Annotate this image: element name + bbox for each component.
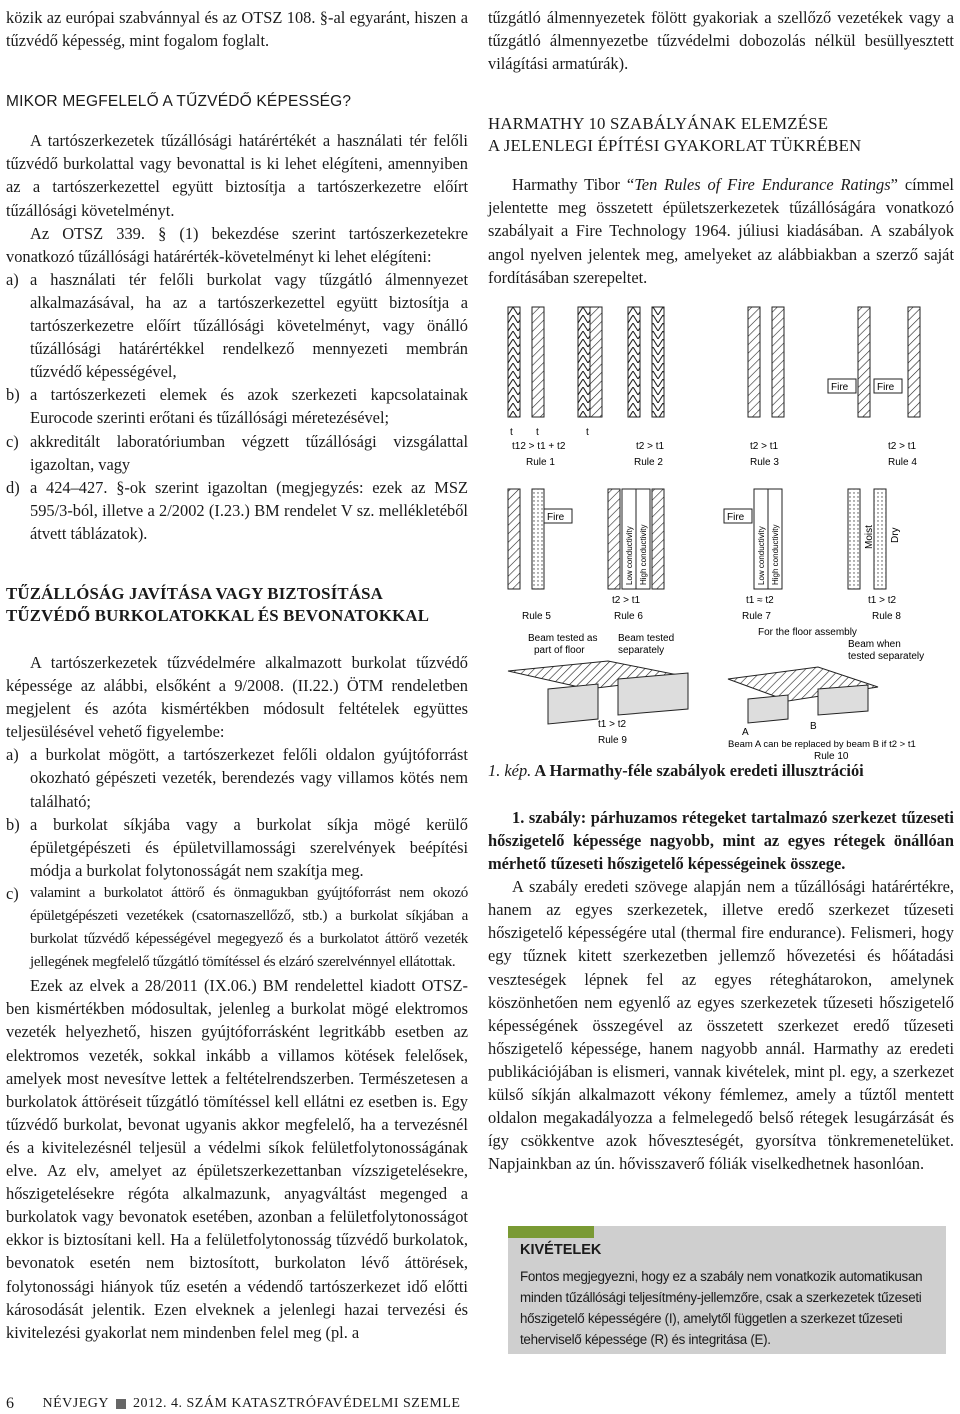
left-paragraph-3: A tartószerkezetek tűzvédelmére alkalmazott burkolat tűzvédő képessége az alábbi, elsőként a 9/2008. (II.22.) ÖTM rendeletben megjelent és azóta kismértékben módosult feltételek együttes teljesülésével vehető figyelembe:	[6, 652, 468, 742]
rule3-diagram	[748, 307, 784, 468]
svg-text:t: t	[536, 426, 539, 438]
list-item: c) valamint a burkolatot áttörő és önmagukban gyújtóforrást nem okozó épületgépészeti vezetékek (csatornaszellőző, stb.) a burkolat síkjában a burkolat tűzvédő képességével megegyező és a burkolatot áttörő vezeték jellegének megfelelő tűzgátló tömítéssel és elzáró szerelvénnyel ellátottak.	[6, 883, 468, 971]
heading-tuzallosag: TŰZÁLLÓSÁG JAVÍTÁSA VAGY BIZTOSÍTÁSA TŰZVÉDŐ BURKOLATOKKAL ÉS BEVONATOKKAL	[6, 583, 430, 625]
svg-text:B: B	[810, 720, 817, 732]
svg-text:Beam tested: Beam tested	[618, 632, 675, 644]
svg-text:part of floor: part of floor	[534, 644, 585, 656]
svg-text:High conductivity: High conductivity	[639, 524, 648, 585]
right-column	[488, 6, 954, 1175]
left-paragraph-4: Ezek az elvek a 28/2011 (IX.06.) BM rendelettel kiadott OTSZ-ben kismértékben módosultak, jelenleg a burkolat mögé elektromos vezeték helyezhető, hiszen gyújtóforrásként legritkább esetben az elektromos vezeték, sokkal inkább a villamos kötések felelősek, amelyek most nevesítve lettek a feltételrendszerben. Természetesen a burkolatok áttöréseit tűzgátló tömítéssel kell ellátni ez esetben is. Egy tűzvédő burkolat, bevonat ugyanis akkor megfelelő, ha a tervezésnél és a kivitelezésnél teljesül a védelmi síkok felületfolytonosságának elve. Az elv, amelyet az épületszerkezettanban vízszigetelésekre, hőszigetelésekre régóta alkalmazunk, anyagváltást megenged a burkolatok vagy bevonatok esetében, azonban a felületfolytonosságot ekkor is biztosítani kell. Ha a felületfolytonosság tűzvédő burkolatok, bevonatok esetén nem biztosított, burkolaton lévő áttörések, folytonossági hiányok tűz esetén a védendő tartószerkezet idő előtti károsodását jelentik. Ezen elveknek a jelenlegi hazai tervezési és kivitelezési gyakorlat nem mindenben felel meg (pl. a	[6, 976, 468, 1342]
list-item: c) akkreditált laboratóriumban végzett tűzállósági vizsgálattal igazoltan, vagy	[6, 431, 468, 474]
svg-text:For the floor assembly: For the floor assembly	[758, 626, 857, 638]
svg-text:tested separately: tested separately	[848, 650, 925, 662]
rule8-diagram	[848, 489, 901, 622]
svg-text:Rule 6: Rule 6	[614, 610, 643, 622]
svg-text:t1 ≈ t2: t1 ≈ t2	[746, 594, 774, 606]
svg-text:Fire: Fire	[877, 381, 895, 393]
rule1-diagram	[508, 307, 602, 468]
svg-text:t2 > t1: t2 > t1	[636, 440, 665, 452]
separator-square	[116, 1399, 126, 1409]
right-paragraph-2: A szabály eredeti szövege alapján nem a tűzállósági határértékre, hanem az egyes szerkezetek, illetve eredő szerkezet tűzeseti hőszigetelő képességére utal (thermal fire endurance). Felismeri, hogy egy tűznek kitett szerkezetben jellemző hővezetési és hőátadási veszteségek lépnek fel az egyes réteghátarokon, amelynek köszönhetően nem egyenlő az egyes szerkezetek tűzeseti hőszigetelő képességének összegével az összetett szerkezet eredő tűzeseti hőszigetelő képessége, hanem nagyobb annál. Harmathy az eredeti publikációjában is elismeri, vannak kivételek, mint pl. egy, a szerkezet külső síkján alkalmazott vékony fémlemez, amely a tűztől mentett oldalon megakadályozza a felmelegedő belső rétegek lesugárzását és így csökkentve azok hőveszteségét, gyorsítva tönkremenetelüket. Napjainkban az ún. hővisszaverő fóliák viselkedhetnek hasonlóan.	[488, 877, 954, 1174]
svg-text:Rule 4: Rule 4	[888, 456, 917, 468]
svg-text:Fire: Fire	[831, 381, 849, 393]
left-paragraph-2: Az OTSZ 339. § (1) bekezdése szerint tartószerkezetekre vonatkozó tűzállósági határérték-követelményt ki lehet elégíteni:	[6, 223, 468, 266]
svg-text:Rule 2: Rule 2	[634, 456, 663, 468]
svg-text:t2 > t1: t2 > t1	[612, 594, 641, 606]
svg-text:Moist: Moist	[864, 524, 875, 549]
svg-text:t12 > t1 + t2: t12 > t1 + t2	[512, 440, 566, 452]
list-item: b) a burkolat síkjába vagy a burkolat síkja mögé kerülő épületgépészeti és épületvillamossági szerelvények beépítési módja a burkolat folytonosságát nem szakítja meg.	[6, 814, 468, 880]
svg-text:Low conductivity: Low conductivity	[757, 526, 766, 585]
conditions-list	[6, 743, 468, 974]
list-item: a) a használati tér felőli burkolat vagy tűzgátló álmennyezet alkalmazásával, ha az a tartószerkezettel együtt biztosítja a tartószerkezetre előírt tűzállósági követelményt, vagy önálló tűzállósági határértékkel rendelkező mennyezeti membrán tűzvédő képességével,	[6, 269, 468, 382]
svg-text:Rule 7: Rule 7	[742, 610, 771, 622]
page-number: 6	[6, 1395, 15, 1412]
heading-harmathy: HARMATHY 10 SZABÁLYÁNAK ELEMZÉSE A JELENLEGI ÉPÍTÉSI GYAKORLAT TÜKRÉBEN	[488, 114, 862, 156]
svg-text:Rule 3: Rule 3	[750, 456, 779, 468]
svg-text:t2 > t1: t2 > t1	[888, 440, 917, 452]
right-paragraph-1: Harmathy Tibor “Ten Rules of Fire Endurance Ratings” címmel jelentette meg összetett épületszerkezetek tűzállóságára vonatkozó szabályait a Fire Technology 1964. júliusi kiadásában. A szabályok angol nyelven jelentek meg, amelyeket az alábbiakban a szerző saját fordításában szerepeltet.	[488, 175, 954, 287]
svg-text:Low conductivity: Low conductivity	[625, 526, 634, 585]
svg-text:Beam A can be replaced by beam: Beam A can be replaced by beam B if t2 > t1	[728, 738, 916, 750]
svg-text:t1 > t2: t1 > t2	[868, 594, 897, 606]
svg-text:Dry: Dry	[890, 527, 901, 543]
svg-text:Fire: Fire	[727, 511, 745, 523]
rules-illustration	[488, 299, 954, 762]
rule7-diagram	[724, 489, 782, 622]
rule5-diagram	[508, 489, 572, 622]
rule4-diagram	[828, 307, 920, 468]
svg-text:Beam when: Beam when	[848, 638, 901, 650]
svg-text:Rule 9: Rule 9	[598, 734, 627, 746]
left-column	[6, 6, 468, 1344]
requirements-list	[6, 268, 468, 545]
svg-text:Fire: Fire	[547, 511, 565, 523]
svg-text:t: t	[510, 426, 513, 438]
svg-text:t2 > t1: t2 > t1	[750, 440, 779, 452]
heading-mikor: MIKOR MEGFELELŐ A TŰZVÉDŐ KÉPESSÉG?	[6, 93, 352, 111]
rule6-diagram	[608, 489, 664, 622]
journal-issue: 2012. 4. SZÁM KATASZTRÓFAVÉDELMI SZEMLE	[133, 1396, 461, 1411]
left-paragraph-1: A tartószerkezetek tűzállósági határértékét a használati tér felőli tűzvédő burkolattal vagy bevonattal is ki lehet elégíteni, amennyiben az a tartószerkezettel együtt biztosítja a tartószerkezetre előírt tűzállósági követelményt.	[6, 131, 468, 220]
list-item: d) a 424–427. §-ok szerint igazoltan (megjegyzés: ezek az MSZ 595/3-ból, illetve a 2/2002 (I.23.) BM rendelet V sz. mellékletéből átvett táblázatok).	[6, 477, 468, 543]
svg-text:A: A	[742, 726, 749, 738]
figure-caption: 1. kép. A Harmathy-féle szabályok eredeti illusztrációi	[488, 760, 864, 780]
harmathy-figure	[488, 299, 954, 762]
svg-text:Rule 1: Rule 1	[526, 456, 555, 468]
svg-text:separately: separately	[618, 644, 665, 656]
svg-text:t: t	[586, 426, 589, 438]
box-title: KIVÉTELEK	[520, 1242, 602, 1258]
page-footer	[6, 1394, 476, 1414]
rule10-diagram	[728, 627, 924, 762]
rule9-diagram	[508, 633, 688, 746]
box-accent-bar	[508, 1226, 594, 1238]
svg-text:High conductivity: High conductivity	[771, 524, 780, 585]
rule1-statement: 1. szabály: párhuzamos rétegeket tartalmazó szerkezet tűzeseti hőszigetelő képessége nagyobb, mint az egyes rétegek önállóan mérhető tűzeseti hőszigetelő képességeinek összege.	[488, 807, 954, 874]
list-item: b) a tartószerkezeti elemek és azok szerkezeti kapcsolatainak Eurocode szerinti erőtani és tűzállósági méretezésével;	[6, 385, 468, 428]
rule2-diagram	[628, 307, 665, 468]
svg-text:Beam tested as: Beam tested as	[528, 632, 598, 644]
right-intro: tűzgátló álmennyezetek fölött gyakoriak a szellőző vezetékek vagy a tűzgátló álmennyezetbe tűzvédelmi dobozolás nélkül besüllyesztett világítási armatúrák).	[488, 8, 954, 74]
svg-text:t1 > t2: t1 > t2	[598, 718, 627, 730]
svg-text:Rule 5: Rule 5	[522, 610, 551, 622]
journal-name: NÉVJEGY	[42, 1396, 109, 1411]
svg-text:Rule 8: Rule 8	[872, 610, 901, 622]
box-text: Fontos megjegyezni, hogy ez a szabály nem vonatkozik automatikusan minden tűzállósági teljesítmény-jellemzőre, csak a szerkezetek tűzeseti hőszigetelő képességére (I), amelytől független a szerkezet tűzeseti teherviselő képessége (R) és integritása (E).	[520, 1269, 923, 1347]
list-item: a) a burkolat mögött, a tartószerkezet felőli oldalon gyújtóforrást okozható gépészeti vezeték, berendezés vagy villamos kötés nem található;	[6, 745, 468, 811]
svg-text:Rule 10: Rule 10	[814, 750, 849, 762]
left-intro: közik az európai szabvánnyal és az OTSZ 108. §-al egyaránt, hiszen a tűzvédő képesség, mint fogalom foglalt.	[6, 8, 468, 51]
exceptions-box	[508, 1226, 946, 1354]
